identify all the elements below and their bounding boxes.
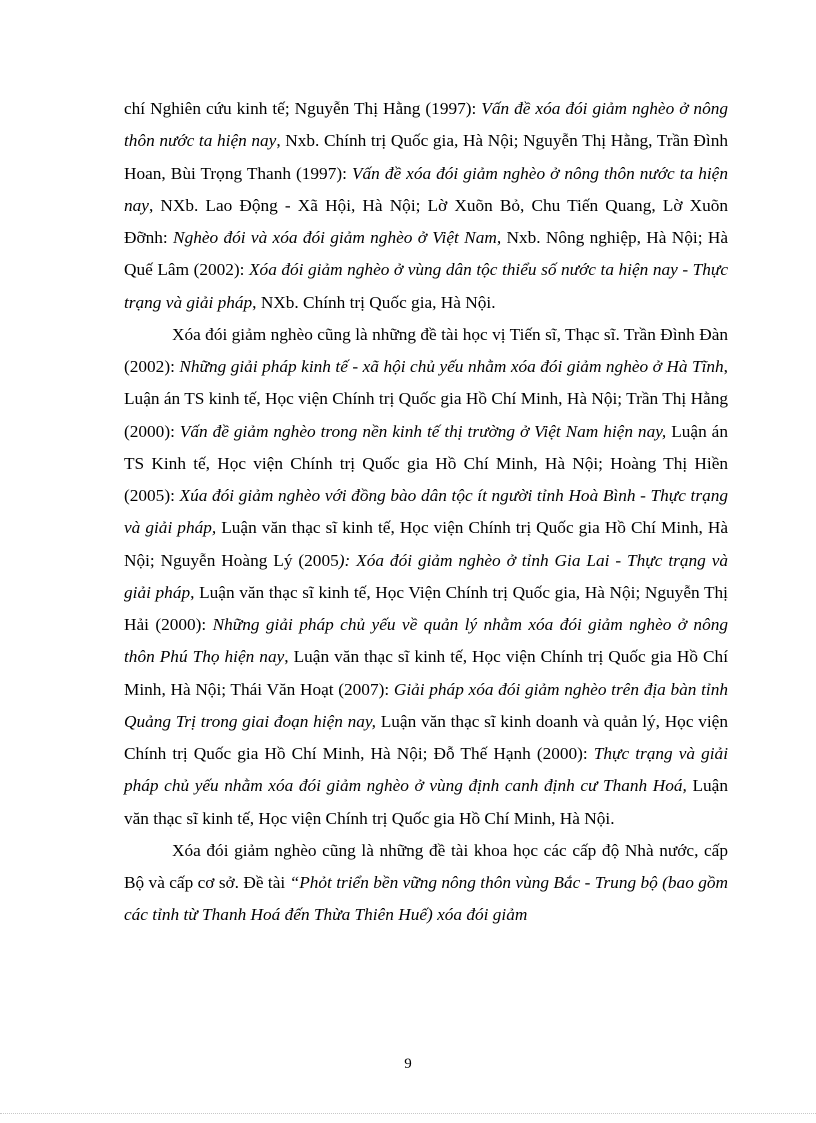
italic-title-run: Giải pháp xóa đói giảm nghèo trên địa bàn tỉnh Quảng Trị trong giai đoạn hiện nay, [124,679,728,731]
italic-title-run: ): Xóa đói giảm nghèo ở tỉnh Gia Lai - Thực trạng và giải pháp [124,550,728,602]
paragraph-3 [124,835,728,932]
text-run: chí Nghiên cứu kinh tế; Nguyễn Thị Hằng (1997): [124,99,482,118]
italic-title-run: Xúa đói giảm nghèo với đồng bào dân tộc ít người tỉnh Hoà Bình - Thực trạng và giải pháp, [124,486,728,538]
italic-title-run: Thực trạng và giải pháp chủ yếu nhằm xóa đói giảm nghèo ở vùng định canh định cư Thanh Hoá, [124,744,729,796]
italic-title-run: Vấn đề xóa đói giảm nghèo ở nông thôn nước ta hiện nay [124,163,728,215]
page-bottom-divider [0,1113,816,1114]
italic-title-run: Vấn đề xóa đói giảm nghèo ở nông thôn nước ta hiện nay [124,99,728,151]
text-run: , Nxb. Chính trị Quốc gia, Hà Nội; Nguyễn Thị Hằng, Trần Đình Hoan, Bùi Trọng Thanh (1997): [124,131,728,183]
text-run: , NXb. Lao Động - Xã Hội, Hà Nội; Lờ Xuõn Bỏ, Chu Tiến Quang, Lờ Xuõn Đỡnh: [124,195,728,247]
text-run: , Nxb. Nông nghiệp, Hà Nội; Hà Quế Lâm (2002): [124,228,728,280]
text-run: Luận văn thạc sĩ kinh tế, Học viện Chính trị Quốc gia Hồ Chí Minh, Hà Nội. [124,776,728,828]
text-run: Xóa đói giảm nghèo cũng là những đề tài khoa học các cấp độ Nhà nước, cấp Bộ và cấp cơ sở. Đề tài [124,840,728,892]
text-run: , Luận văn thạc sĩ kinh tế, Học viện Chính trị Quốc gia Hồ Chí Minh, Hà Nội; Thái Văn Hoạt (2007): [124,647,728,699]
text-run: , Luận văn thạc sĩ kinh tế, Học Viện Chính trị Quốc gia, Hà Nội; Nguyễn Thị Hải (2000): [124,582,728,634]
text-run: Luận văn thạc sĩ kinh tế, Học viện Chính trị Quốc gia Hồ Chí Minh, Hà Nội; Nguyễn Hoàng Lý (2005 [124,518,728,570]
italic-title-run: Xóa đói giảm nghèo ở vùng dân tộc thiểu số nước ta hiện nay - Thực trạng và giải pháp [124,260,728,312]
text-run: , Luận án TS kinh tế, Học viện Chính trị Quốc gia Hồ Chí Minh, Hà Nội; Trần Thị Hằng (2000): [124,357,728,441]
italic-title-run: Những giải pháp kinh tế - xã hội chủ yếu nhằm xóa đói giảm nghèo ở Hà Tĩnh [179,357,724,376]
italic-title-run: “Phỏt triển bền vững nông thôn vùng Bắc - Trung bộ (bao gồm các tỉnh từ Thanh Hoá đến Thừa Thiên Huế) xóa đói giảm [124,873,728,925]
paragraph-1 [124,93,728,319]
italic-title-run: Vấn đề giảm nghèo trong nền kinh tế thị trường ở Việt Nam hiện nay, [179,421,667,441]
body-text [124,93,728,932]
italic-title-run: Những giải pháp chủ yếu về quản lý nhằm xóa đói giảm nghèo ở nông thôn Phú Thọ hiện nay [124,615,728,667]
page-number: 9 [404,1056,412,1072]
italic-title-run: Nghèo đói và xóa đói giảm nghèo ở Việt Nam [173,228,497,247]
paragraph-2 [124,319,728,835]
text-run: Xóa đói giảm nghèo cũng là những đề tài học vị Tiến sĩ, Thạc sĩ. Trần Đình Đàn (2002): [124,324,728,376]
text-run: Luận văn thạc sĩ kinh doanh và quản lý, Học viện Chính trị Quốc gia Hồ Chí Minh, Hà Nội; Đỗ Thế Hạnh (2000): [124,711,728,763]
text-run: , NXb. Chính trị Quốc gia, Hà Nội. [252,292,496,312]
text-run: Luận án TS Kinh tế, Học viện Chính trị Quốc gia Hồ Chí Minh, Hà Nội; Hoàng Thị Hiền (2005): [124,421,728,505]
